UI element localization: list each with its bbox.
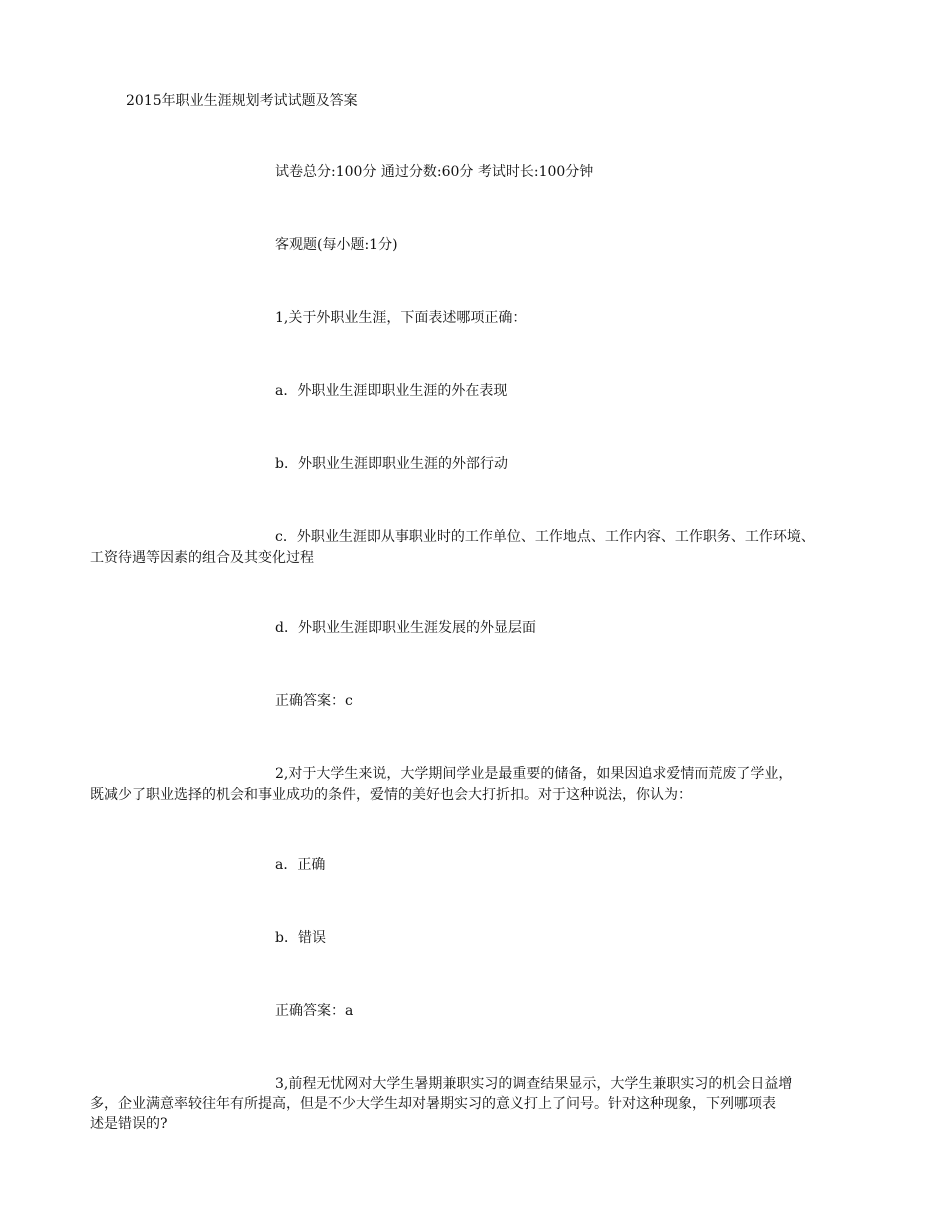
question-1-stem: 1,关于外职业生涯，下面表述哪项正确： [275,310,527,326]
question-1-option-c: c．外职业生涯即从事职业时的工作单位、工作地点、工作内容、工作职务、工作环境、 [275,529,815,545]
question-1-option-d: d．外职业生涯即职业生涯发展的外显层面 [275,620,536,636]
question-1-answer: 正确答案：c [275,693,353,709]
question-1-option-c-continued: 工资待遇等因素的组合及其变化过程 [90,550,314,566]
question-2-stem-continued: 既减少了职业选择的机会和事业成功的条件，爱情的美好也会大打折扣。对于这种说法，你认为： [90,787,692,803]
section-heading: 客观题(每小题:1分) [275,237,398,253]
question-1-option-b: b．外职业生涯即职业生涯的外部行动 [275,456,508,472]
question-2-stem: 2,对于大学生来说，大学期间学业是最重要的储备，如果因追求爱情而荒废了学业， [275,766,793,782]
question-2-option-b: b．错误 [275,930,326,946]
question-1-option-a: a．外职业生涯即职业生涯的外在表现 [275,383,508,399]
question-3-stem-continued: 多，企业满意率较往年有所提高，但是不少大学生却对暑期实习的意义打上了问号。针对这种现象，下列哪项表 [90,1096,776,1112]
question-2-answer: 正确答案：a [275,1003,354,1019]
question-3-stem-continued-2: 述是错误的? [90,1116,168,1132]
question-2-option-a: a．正确 [275,857,326,873]
document-title: 2015年职业生涯规划考试试题及答案 [126,93,358,109]
exam-info: 试卷总分:100分 通过分数:60分 考试时长:100分钟 [275,164,594,180]
question-3-stem: 3,前程无忧网对大学生暑期兼职实习的调查结果显示，大学生兼职实习的机会日益增 [275,1076,793,1092]
